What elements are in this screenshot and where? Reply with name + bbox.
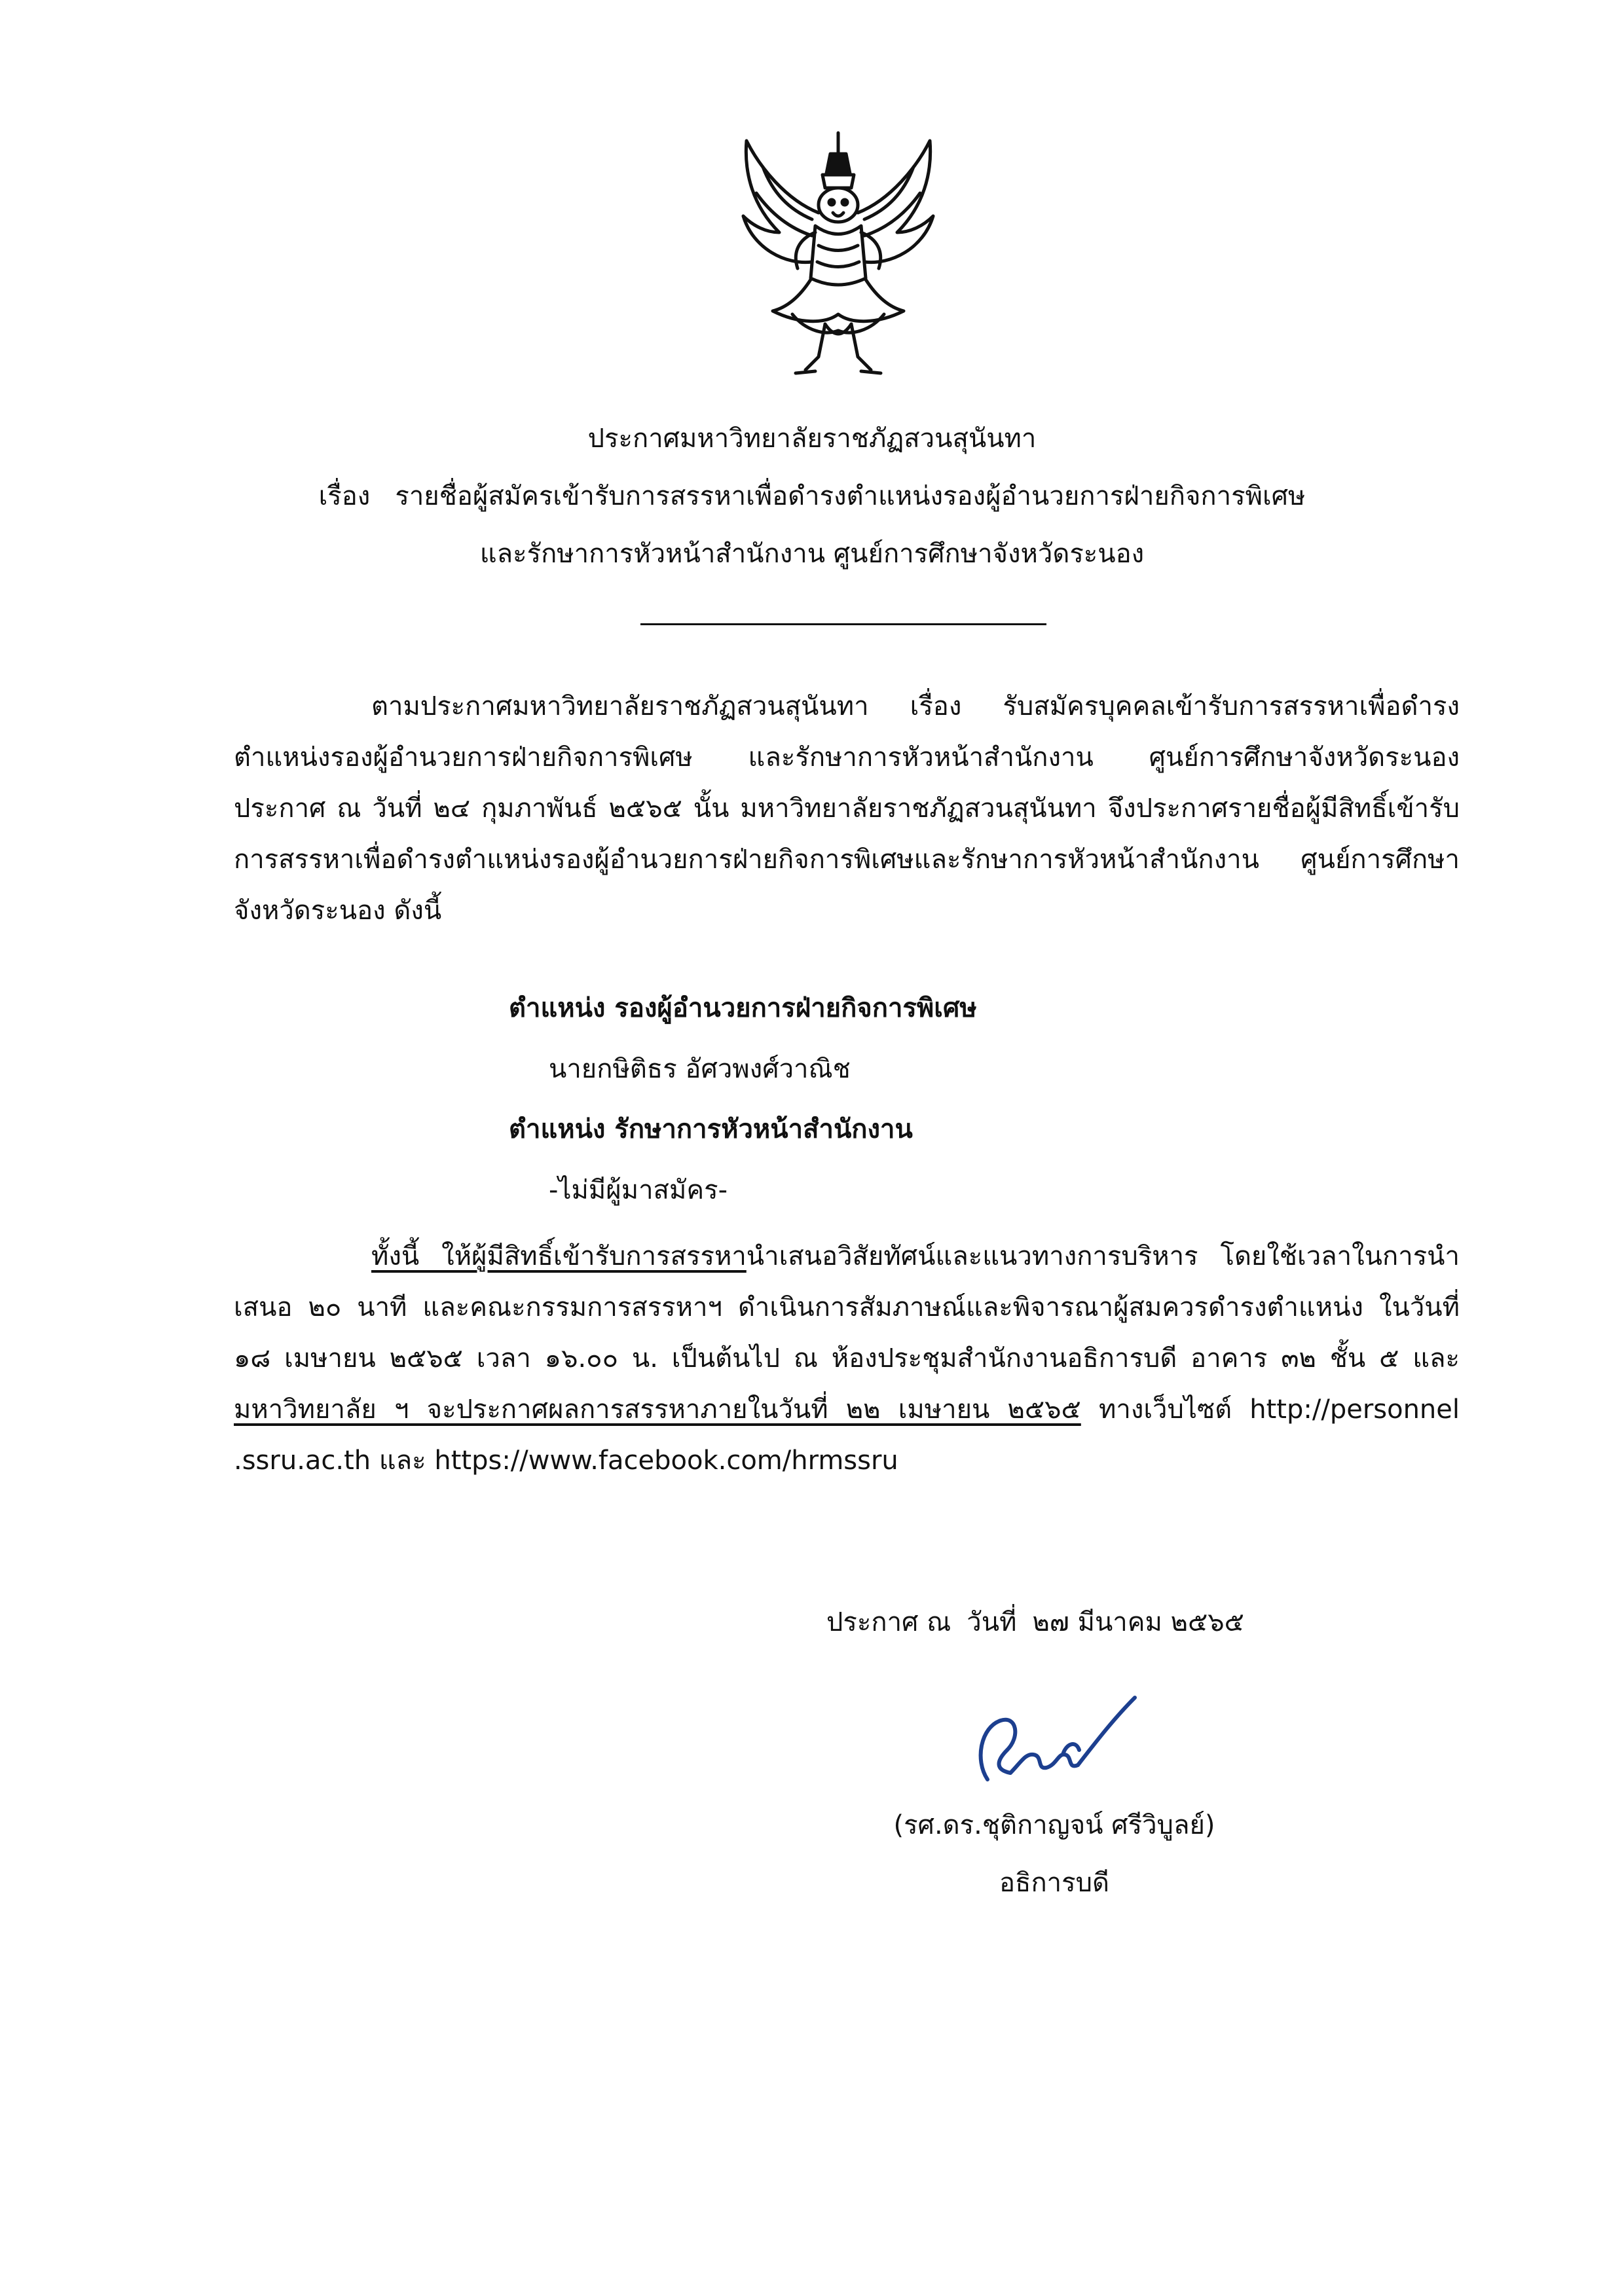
garuda-emblem [727, 128, 950, 390]
instructions-paragraph [234, 1231, 1460, 1486]
result-date-notice: มหาวิทยาลัย ฯ จะประกาศผลการสรรหาภายในวันที่ ๒๒ เมษายน ๒๕๖๕ [234, 1394, 1081, 1425]
instructions-text-2: ทางเว็บไซต์ http://personnel .ssru.ac.th และ https://www.facebook.com/hrmssru [234, 1394, 1460, 1476]
announcement-title: ประกาศมหาวิทยาลัยราชภัฏสวนสุนันทา [587, 424, 1037, 454]
subject-line-1: รายชื่อผู้สมัครเข้ารับการสรรหาเพื่อดำรงตำแหน่งรองผู้อำนวยการฝ่ายกิจการพิเศษ [395, 481, 1306, 511]
signature [948, 1681, 1151, 1799]
signatory-title: อธิการบดี [999, 1868, 1109, 1898]
position-heading-acting-head: ตำแหน่ง รักษาการหัวหน้าสำนักงาน [509, 1114, 913, 1144]
intro-paragraph: ตามประกาศมหาวิทยาลัยราชภัฏสวนสุนันทา เรื่อง รับสมัครบุคคลเข้ารับการสรรหาเพื่อดำรงตำแหน่งรองผู้อำนวยการฝ่ายกิจการพิเศษ และรักษาการหัวหน้าสำนักงาน ศูนย์การศึกษาจังหวัดระนอง ประกาศ ณ วันที่ ๒๔ กุมภาพันธ์ ๒๕๖๕ นั้น มหาวิทยาลัยราชภัฏสวนสุนันทา จึงประกาศรายชื่อผู้มีสิทธิ์เข้ารับการสรรหาเพื่อดำรงตำแหน่งรองผู้อำนวยการฝ่ายกิจการพิเศษและรักษาการหัวหน้าสำนักงาน ศูนย์การศึกษาจังหวัดระนอง ดังนี้ [234, 691, 1460, 926]
announce-date-value: ๒๗ มีนาคม ๒๕๖๕ [1032, 1607, 1244, 1637]
header-divider [640, 623, 1046, 625]
announcement-date [826, 1603, 1244, 1642]
position-heading-deputy-director: ตำแหน่ง รองผู้อำนวยการฝ่ายกิจการพิเศษ [509, 993, 977, 1023]
no-applicant-note: -ไม่มีผู้มาสมัคร- [549, 1175, 728, 1205]
announcement-subject [0, 477, 1624, 516]
announce-prefix: ประกาศ ณ [826, 1607, 951, 1637]
subject-label: เรื่อง [318, 481, 371, 511]
candidate-name: นายกษิติธร อัศวพงศ์วาณิช [549, 1054, 851, 1084]
announce-day-label: วันที่ [967, 1607, 1017, 1637]
subject-line-2: และรักษาการหัวหน้าสำนักงาน ศูนย์การศึกษาจังหวัดระนอง [479, 539, 1145, 569]
underlined-lead: ทั้งนี้ ให้ผู้มีสิทธิ์เข้ารับการสรรหา [371, 1241, 747, 1271]
signatory-name: (รศ.ดร.ชุติกาญจน์ ศรีวิบูลย์) [893, 1810, 1215, 1840]
instructions-text-1: นำเสนอวิสัยทัศน์และแนวทางการบริหาร โดยใช้เวลาในการนำเสนอ ๒๐ นาที และคณะกรรมการสรรหาฯ ดำเนินการสัมภาษณ์และพิจารณาผู้สมควรดำรงตำแหน่ง ในวันที่ ๑๘ เมษายน ๒๕๖๕ เวลา ๑๖.๐๐ น. เป็นต้นไป ณ ห้องประชุมสำนักงานอธิการบดี อาคาร ๓๒ ชั้น ๕ และ [234, 1241, 1460, 1374]
